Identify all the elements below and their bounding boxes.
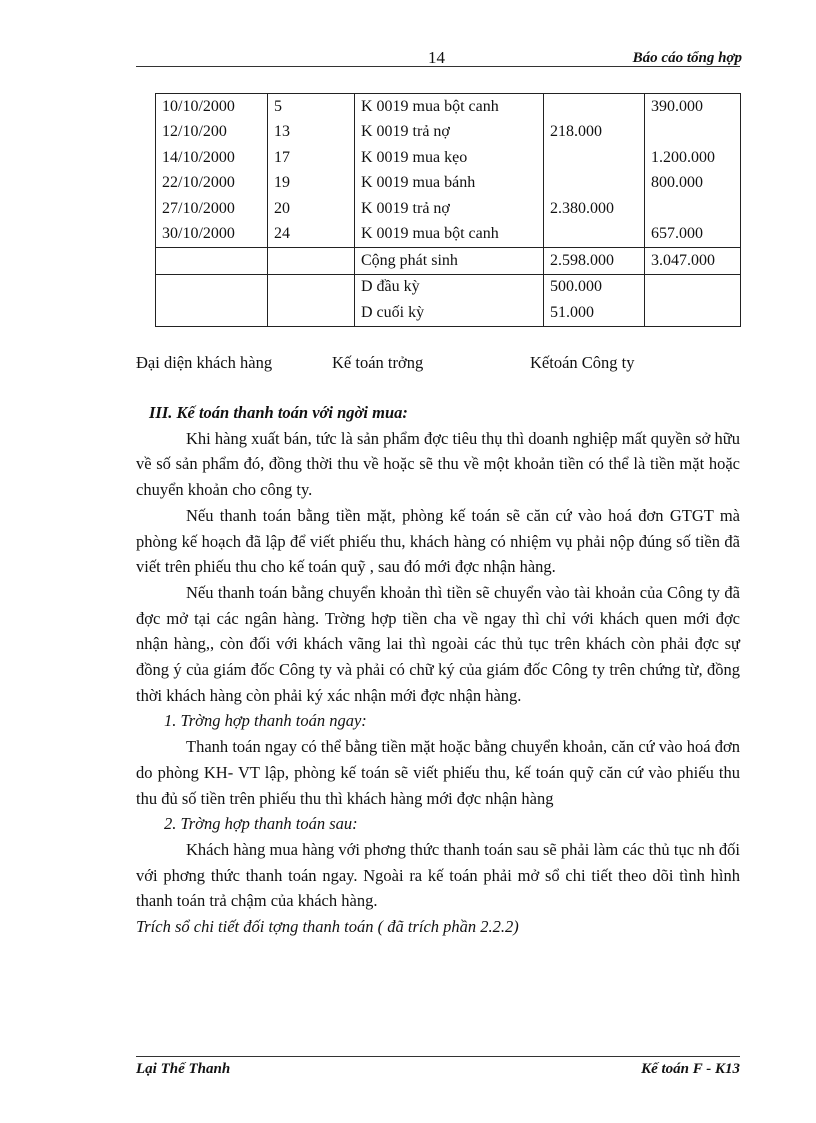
date-cell: 12/10/200	[156, 120, 268, 146]
date-cell: 30/10/2000	[156, 222, 268, 248]
empty-cell	[156, 300, 268, 326]
paragraph: Nếu thanh toán bằng chuyển khoản thì tiền sẽ chuyển vào tài khoản của Công ty đã đợc mở tại các ngân hàng. Trờng hợp tiền cha về ngay thì chỉ với khách quen mới đợc nhận hàng,, còn đối với khách vãng lai thì ngoài các thủ tục trên khách còn phải đợc sự đồng ý của giám đốc Công ty và phải có chữ ký của giám đốc Công ty trên chứng từ, đồng thời khách hàng còn phải ký xác nhận mới đợc nhận hàng.	[136, 582, 740, 705]
section-heading: III. Kế toán thanh toán với ngời mua:	[149, 403, 408, 422]
paragraph: Khách hàng mua hàng với phơng thức thanh toán sau sẽ phải làm các thủ tục nh đối với phơng thức thanh toán ngay. Ngoài ra kế toán phải mở sổ chi tiết theo dõi tình hình thanh toán trả chậm của khách hàng.	[136, 839, 740, 911]
date-cell: 14/10/2000	[156, 145, 268, 171]
signature-company-accountant: Kếtoán Công ty	[530, 353, 635, 372]
doc-number-cell: 13	[268, 120, 355, 146]
opening-balance-label: D đầu kỳ	[355, 274, 544, 300]
page-number: 14	[428, 48, 445, 67]
table-row	[156, 196, 741, 222]
credit-cell	[645, 120, 741, 146]
total-row	[156, 248, 741, 275]
signature-customer: Đại diện khách hàng	[136, 353, 273, 372]
description-cell: K 0019 trả nợ	[355, 196, 544, 222]
date-cell: 27/10/2000	[156, 196, 268, 222]
total-debit: 2.598.000	[544, 248, 645, 275]
credit-cell: 800.000	[645, 171, 741, 197]
credit-cell	[645, 196, 741, 222]
table-row	[156, 120, 741, 146]
credit-cell: 657.000	[645, 222, 741, 248]
empty-cell	[156, 248, 268, 275]
empty-cell	[156, 274, 268, 300]
header-divider	[136, 66, 740, 67]
footer-divider	[136, 1056, 740, 1057]
date-cell: 22/10/2000	[156, 171, 268, 197]
paragraph: Thanh toán ngay có thể bằng tiền mặt hoặc bằng chuyển khoản, căn cứ vào hoá đơn do phòng KH- VT lập, phòng kế toán sẽ viết phiếu thu, kế toán quỹ căn cứ vào phiếu thu thu đủ số tiền trên phiếu thu thì khách hàng mới đợc nhận hàng	[136, 737, 740, 808]
closing-balance-row	[156, 300, 741, 326]
closing-balance-label: D cuối kỳ	[355, 300, 544, 326]
total-credit: 3.047.000	[645, 248, 741, 275]
closing-balance-value: 51.000	[544, 300, 645, 326]
description-cell: K 0019 trả nợ	[355, 120, 544, 146]
empty-cell	[268, 300, 355, 326]
opening-balance-value: 500.000	[544, 274, 645, 300]
table-row	[156, 222, 741, 248]
description-cell: K 0019 mua bột canh	[355, 222, 544, 248]
debit-cell	[544, 222, 645, 248]
ledger-table	[155, 93, 741, 327]
opening-balance-row	[156, 274, 741, 300]
paragraph: Khi hàng xuất bán, tức là sản phẩm đợc tiêu thụ thì doanh nghiệp mất quyền sở hữu về số sản phẩm đó, đồng thời thu về hoặc sẽ thu về một khoản tiền có thể là tiền mặt hoặc chuyển khoản cho công ty.	[136, 428, 740, 500]
date-cell: 10/10/2000	[156, 94, 268, 120]
footer-class: Kế toán F - K13	[641, 1061, 740, 1077]
doc-number-cell: 5	[268, 94, 355, 120]
excerpt-note: Trích sổ chi tiết đối tợng thanh toán ( đã trích phần 2.2.2)	[136, 917, 519, 937]
subheading: 1. Trờng hợp thanh toán ngay:	[164, 711, 367, 731]
empty-cell	[645, 274, 741, 300]
credit-cell: 1.200.000	[645, 145, 741, 171]
credit-cell: 390.000	[645, 94, 741, 120]
total-label: Cộng phát sinh	[355, 248, 544, 275]
subheading: 2. Trờng hợp thanh toán sau:	[164, 814, 358, 834]
description-cell: K 0019 mua bánh	[355, 171, 544, 197]
table-row	[156, 171, 741, 197]
doc-number-cell: 19	[268, 171, 355, 197]
table-row	[156, 145, 741, 171]
table-row	[156, 94, 741, 120]
debit-cell	[544, 94, 645, 120]
signature-chief-accountant: Kế toán trởng	[332, 353, 424, 372]
doc-number-cell: 17	[268, 145, 355, 171]
report-title: Báo cáo tổng hợp	[632, 50, 742, 66]
doc-number-cell: 24	[268, 222, 355, 248]
description-cell: K 0019 mua kẹo	[355, 145, 544, 171]
debit-cell	[544, 171, 645, 197]
doc-number-cell: 20	[268, 196, 355, 222]
description-cell: K 0019 mua bột canh	[355, 94, 544, 120]
empty-cell	[268, 248, 355, 275]
paragraph: Nếu thanh toán bằng tiền mặt, phòng kế toán sẽ căn cứ vào hoá đơn GTGT mà phòng kế hoạch đã lập để viết phiếu thu, khách hàng có nhiệm vụ phải nộp đúng số tiền đã viết trên phiếu thu cho kế toán quỹ , sau đó mới đợc nhận hàng.	[136, 505, 740, 577]
empty-cell	[268, 274, 355, 300]
footer-author: Lại Thế Thanh	[136, 1061, 231, 1077]
empty-cell	[645, 300, 741, 326]
debit-cell	[544, 145, 645, 171]
body-text	[136, 400, 740, 940]
debit-cell: 218.000	[544, 120, 645, 146]
debit-cell: 2.380.000	[544, 196, 645, 222]
